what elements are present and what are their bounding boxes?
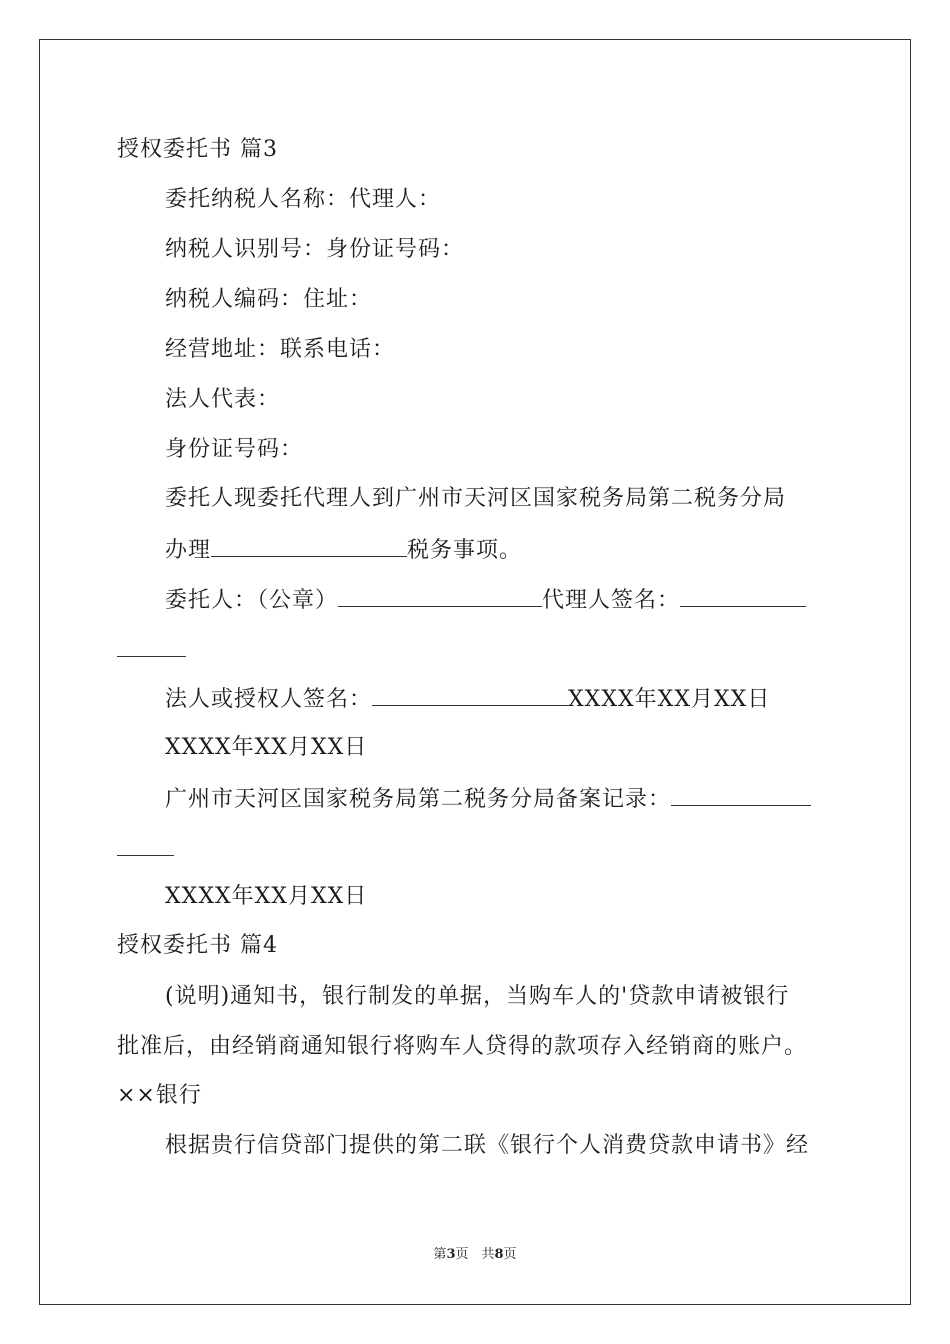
tax-matters-label: 税务事项。	[407, 538, 523, 563]
line-taxpayer-code: 纳税人编码：住址：	[165, 287, 373, 312]
line-signatures	[165, 584, 806, 616]
blank-filing-record	[671, 783, 811, 806]
footer-suffix: 页	[503, 1247, 517, 1262]
blank-seal	[338, 584, 542, 607]
footer-mid: 页 共	[455, 1247, 495, 1262]
para-application-line1: 根据贵行信贷部门提供的第二联《银行个人消费贷款申请书》经	[165, 1133, 810, 1158]
legal-signature-label: 法人或授权人签名：	[165, 687, 373, 712]
para-notice-line2: 批准后，由经销商通知银行将购车人贷得的款项存入经销商的账户。	[117, 1034, 808, 1059]
principal-seal-label: 委托人：（公章）	[165, 588, 339, 613]
line-principal-name: 委托纳税人名称：代理人：	[165, 187, 442, 212]
page-border	[39, 39, 911, 1305]
line-entrust-statement: 委托人现委托代理人到广州市天河区国家税务局第二税务分局	[165, 486, 787, 511]
current-page-number: 3	[446, 1247, 456, 1262]
line-business-address: 经营地址：联系电话：	[165, 337, 396, 362]
total-page-count: 8	[494, 1247, 504, 1262]
page-footer	[0, 1246, 950, 1264]
blank-filing-record-cont	[117, 833, 174, 856]
bank-name-line: ××银行	[117, 1083, 202, 1108]
blank-matter	[211, 534, 407, 557]
section-3-title: 授权委托书 篇3	[117, 137, 278, 162]
footer-prefix: 第	[433, 1247, 447, 1262]
date-line: XXXX年XX月XX日	[165, 735, 368, 760]
filing-record-label: 广州市天河区国家税务局第二税务分局备案记录：	[165, 787, 672, 812]
line-legal-signature	[165, 683, 770, 715]
line-id-number: 身份证号码：	[165, 437, 304, 462]
legal-signature-date: XXXX年XX月XX日	[568, 687, 771, 712]
line-filing-record	[165, 783, 811, 815]
para-notice-line1: (说明)通知书，银行制发的单据，当购车人的'贷款申请被银行	[165, 984, 790, 1009]
filing-date-line: XXXX年XX月XX日	[165, 884, 368, 909]
agent-signature-label: 代理人签名：	[542, 588, 681, 613]
blank-agent-signature	[680, 584, 806, 607]
blank-legal-signature	[372, 683, 568, 706]
section-4-title: 授权委托书 篇4	[117, 933, 278, 958]
line-taxpayer-id: 纳税人识别号：身份证号码：	[165, 237, 465, 262]
handle-label: 办理	[165, 538, 212, 563]
blank-agent-signature-cont	[117, 634, 186, 657]
line-handle-matters	[165, 534, 522, 566]
line-legal-rep: 法人代表：	[165, 387, 281, 412]
line-filing-continuation	[117, 833, 174, 865]
line-signature-continuation	[117, 634, 186, 666]
